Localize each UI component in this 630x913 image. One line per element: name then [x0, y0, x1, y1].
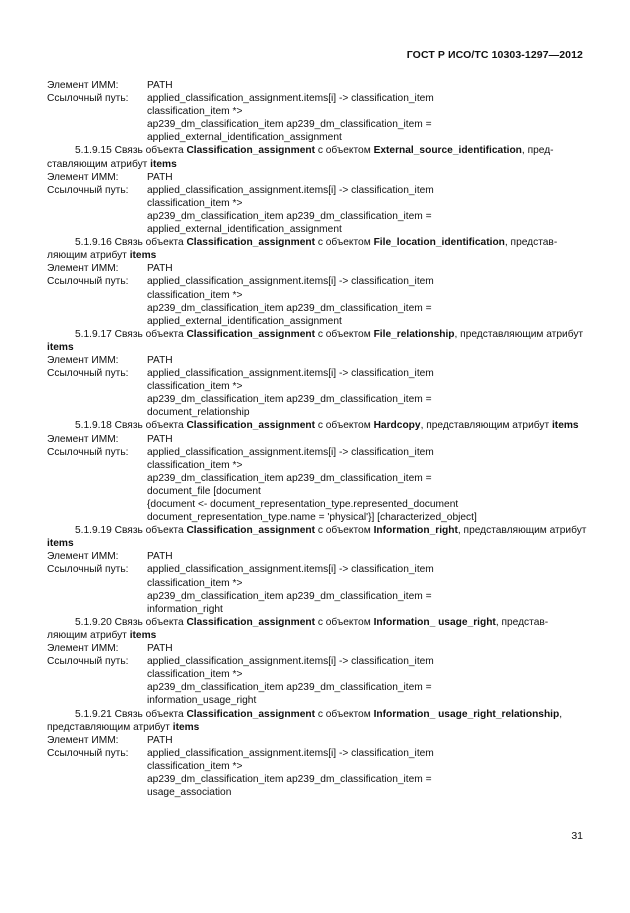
reference-path-line: classification_item *>	[147, 669, 243, 681]
reference-path-row	[47, 367, 587, 380]
reference-path-line: ap239_dm_classification_item ap239_dm_classification_item =	[147, 682, 432, 694]
reference-path-label: Ссылочный путь:	[47, 184, 129, 196]
mim-element-label: Элемент ИММ:	[47, 354, 119, 366]
entity-name: Classification_assignment	[186, 237, 315, 249]
reference-path-line: applied_external_identification_assignment	[147, 315, 342, 327]
mim-element-row	[47, 79, 587, 92]
reference-path-line: ap239_dm_classification_item ap239_dm_classification_item =	[147, 210, 432, 222]
mim-element-value: PATH	[147, 171, 173, 183]
reference-path-line: classification_item *>	[147, 760, 243, 772]
clause-heading: 5.1.9.16 Связь объекта Classification_assignment с объектом File_location_identification, представ-ляющим атрибут items	[47, 237, 558, 262]
reference-path-line: applied_classification_assignment.items[i] -> classification_item	[147, 368, 434, 380]
reference-path-line: {document <- document_representation_type.represented_document	[147, 499, 459, 510]
reference-path-label: Ссылочный путь:	[47, 656, 129, 668]
reference-path-line: applied_classification_assignment.items[i] -> classification_item	[147, 276, 434, 288]
mim-element-label: Элемент ИММ:	[47, 643, 119, 655]
target-entity-name: Hardcopy	[373, 420, 421, 432]
reference-path-row	[47, 92, 587, 105]
reference-path-line: applied_external_identification_assignment	[147, 224, 342, 236]
reference-path-line: information_right	[147, 603, 223, 615]
attribute-name: items	[551, 420, 579, 432]
target-entity-name: Information_ usage_right_relationship	[373, 708, 560, 720]
reference-path-line: classification_item *>	[147, 459, 243, 471]
mim-element-row	[47, 550, 587, 563]
reference-path-line: classification_item *>	[147, 577, 243, 589]
reference-path-line: document_file [document	[147, 485, 261, 497]
target-entity-name: External_source_identification	[373, 145, 522, 157]
reference-path-line: classification_item *>	[147, 289, 243, 301]
attribute-name: items	[172, 721, 200, 733]
reference-path-line: classification_item *>	[147, 106, 243, 118]
reference-path-line: document_relationship	[147, 407, 250, 419]
attribute-name: items	[129, 629, 157, 641]
page-number: 31	[571, 830, 583, 842]
mim-element-label: Элемент ИММ:	[47, 551, 119, 563]
mim-element-label: Элемент ИММ:	[47, 171, 119, 183]
reference-path-row	[47, 184, 587, 197]
reference-path-row	[47, 747, 587, 760]
reference-path-line: applied_classification_assignment.items[i] -> classification_item	[147, 93, 434, 105]
reference-path-label: Ссылочный путь:	[47, 368, 129, 380]
mim-element-value: PATH	[147, 80, 173, 91]
attribute-name: items	[129, 250, 157, 262]
mim-element-row	[47, 262, 587, 275]
document-body	[47, 79, 587, 799]
mim-element-value: PATH	[147, 354, 173, 366]
target-entity-name: File_location_identification	[373, 237, 505, 249]
mim-element-label: Элемент ИММ:	[47, 263, 119, 275]
reference-path-line: applied_classification_assignment.items[i] -> classification_item	[147, 656, 434, 668]
reference-path-row	[47, 655, 587, 668]
entity-name: Classification_assignment	[186, 328, 315, 340]
entity-name: Classification_assignment	[186, 420, 315, 432]
mim-element-value: PATH	[147, 643, 173, 655]
mim-element-label: Элемент ИММ:	[47, 433, 119, 445]
reference-path-line: ap239_dm_classification_item ap239_dm_classification_item =	[147, 773, 432, 785]
reference-path-label: Ссылочный путь:	[47, 276, 129, 288]
reference-path-row	[47, 275, 587, 288]
reference-path-line: ap239_dm_classification_item ap239_dm_classification_item =	[147, 119, 432, 131]
document-header: ГОСТ Р ИСО/ТС 10303-1297—2012	[406, 49, 583, 61]
clause-heading: 5.1.9.17 Связь объекта Classification_assignment с объектом File_relationship, представляющим атрибут items	[47, 328, 584, 353]
mim-element-label: Элемент ИММ:	[47, 734, 119, 746]
mim-element-value: PATH	[147, 734, 173, 746]
mim-element-row	[47, 171, 587, 184]
entity-name: Classification_assignment	[186, 708, 315, 720]
reference-path-line: applied_classification_assignment.items[i] -> classification_item	[147, 446, 434, 458]
clause-heading: 5.1.9.19 Связь объекта Classification_assignment с объектом Information_right, представляющим атрибут items	[47, 525, 587, 550]
reference-path-label: Ссылочный путь:	[47, 564, 129, 576]
mim-element-row	[47, 642, 587, 655]
attribute-name: items	[47, 341, 74, 353]
reference-path-line: usage_association	[147, 787, 232, 799]
mim-element-value: PATH	[147, 263, 173, 275]
clause-heading: 5.1.9.18 Связь объекта Classification_assignment с объектом Hardcopy, представляющим атрибут items	[75, 420, 579, 432]
target-entity-name: Information_ usage_right	[373, 616, 496, 628]
reference-path-line: applied_classification_assignment.items[i] -> classification_item	[147, 747, 434, 759]
reference-path-line: information_usage_right	[147, 695, 257, 707]
mim-element-value: PATH	[147, 433, 173, 445]
mim-element-row	[47, 734, 587, 747]
reference-path-line: document_representation_type.name = 'physical'}] [characterized_object]	[147, 512, 477, 524]
mim-element-row	[47, 354, 587, 367]
reference-path-line: classification_item *>	[147, 197, 243, 209]
clause-heading: 5.1.9.21 Связь объекта Classification_assignment с объектом Information_ usage_right_relationship, представляющим атрибут items	[47, 708, 563, 733]
entity-name: Classification_assignment	[186, 525, 315, 537]
clause-heading: 5.1.9.20 Связь объекта Classification_assignment с объектом Information_ usage_right, представ-ляющим атрибут items	[47, 616, 549, 641]
mim-element-row	[47, 433, 587, 446]
reference-path-line: ap239_dm_classification_item ap239_dm_classification_item =	[147, 590, 432, 602]
entity-name: Classification_assignment	[186, 145, 315, 157]
target-entity-name: Information_right	[373, 525, 458, 537]
attribute-name: items	[47, 538, 74, 550]
reference-path-line: ap239_dm_classification_item ap239_dm_classification_item =	[147, 394, 432, 406]
reference-path-label: Ссылочный путь:	[47, 446, 129, 458]
reference-path-line: ap239_dm_classification_item ap239_dm_classification_item =	[147, 302, 432, 314]
mim-element-value: PATH	[147, 551, 173, 563]
reference-path-line: ap239_dm_classification_item ap239_dm_classification_item =	[147, 472, 432, 484]
clause-heading: 5.1.9.15 Связь объекта Classification_assignment с объектом External_source_identification, пред-ставляющим атрибут items	[47, 145, 554, 170]
reference-path-line: applied_classification_assignment.items[i] -> classification_item	[147, 184, 434, 196]
mim-element-label: Элемент ИММ:	[47, 80, 119, 91]
reference-path-row	[47, 446, 587, 459]
entity-name: Classification_assignment	[186, 616, 315, 628]
attribute-name: items	[150, 158, 177, 170]
reference-path-line: applied_classification_assignment.items[i] -> classification_item	[147, 564, 434, 576]
reference-path-label: Ссылочный путь:	[47, 747, 129, 759]
reference-path-label: Ссылочный путь:	[47, 93, 129, 105]
target-entity-name: File_relationship	[373, 328, 455, 340]
reference-path-line: classification_item *>	[147, 381, 243, 393]
reference-path-line: applied_external_identification_assignment	[147, 132, 342, 144]
reference-path-row	[47, 563, 587, 576]
